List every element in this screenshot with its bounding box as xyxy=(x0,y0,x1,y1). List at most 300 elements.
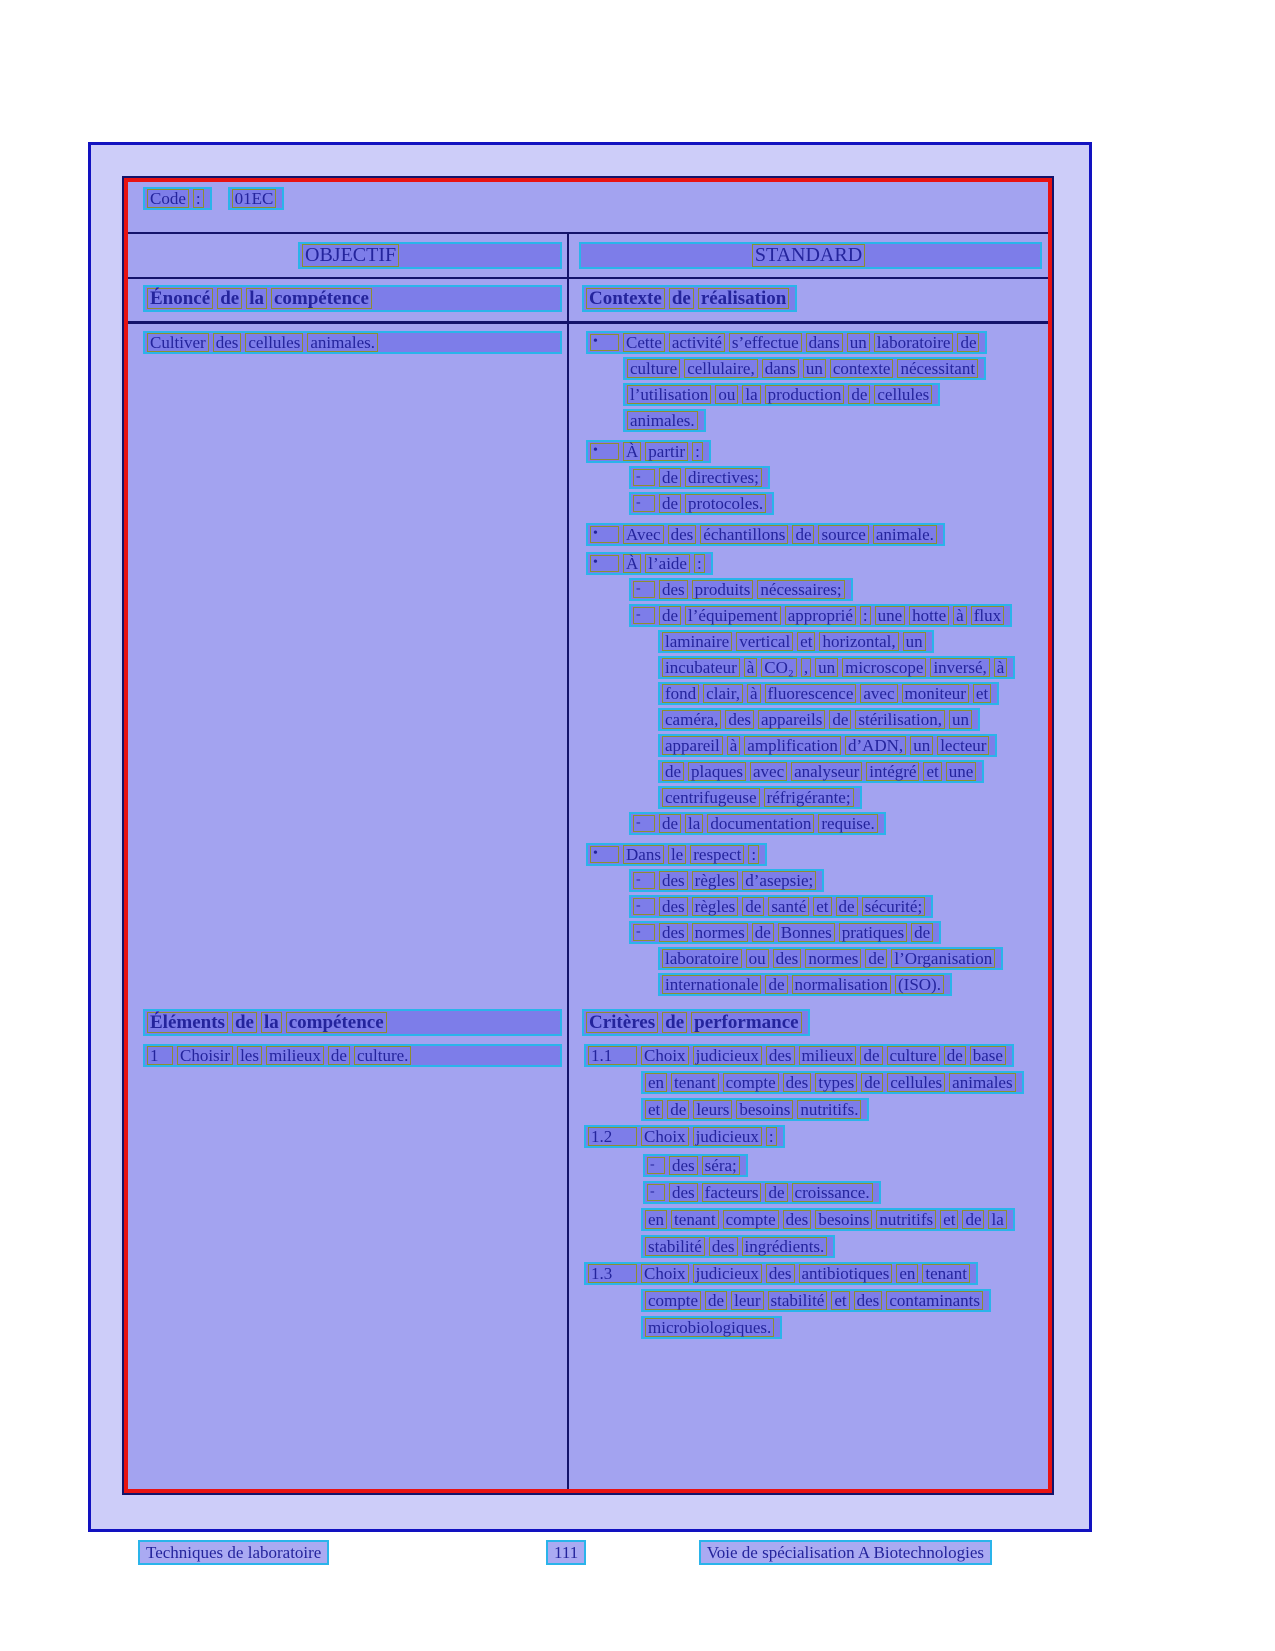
line-text xyxy=(645,1291,987,1311)
word-box: des xyxy=(709,1237,738,1257)
word-box: internationale xyxy=(662,975,761,995)
word-box: intégré xyxy=(866,762,919,782)
elements-criteres-header-row xyxy=(128,1006,1048,1041)
word-box: l’utilisation xyxy=(627,385,711,405)
word-box: laboratoire xyxy=(874,333,954,353)
word-box: contexte xyxy=(830,359,894,379)
word-box: ingrédients. xyxy=(742,1237,828,1257)
text-line xyxy=(658,947,1003,970)
word-box: partir xyxy=(645,442,688,462)
element1-cell xyxy=(128,1041,569,1489)
word-box: tenant xyxy=(922,1264,970,1284)
text-line xyxy=(641,1316,782,1339)
line-text xyxy=(659,468,766,488)
word-box: Choix xyxy=(641,1046,689,1066)
word-box: stabilité xyxy=(768,1291,828,1311)
word-box: d’ADN, xyxy=(845,736,906,756)
word-box: cellules xyxy=(245,333,303,353)
word-box: tenant xyxy=(671,1210,719,1230)
word-box: judicieux xyxy=(693,1264,762,1284)
word-box: de xyxy=(848,385,870,405)
word-box: en xyxy=(896,1264,918,1284)
word-box: base xyxy=(970,1046,1006,1066)
bullet-icon: • xyxy=(590,526,619,543)
word-box: et xyxy=(645,1100,663,1120)
word-box: des xyxy=(659,871,688,891)
text-line xyxy=(586,843,767,866)
word-box: incubateur xyxy=(662,658,740,678)
word-box: activité xyxy=(669,333,725,353)
line-text xyxy=(669,1156,744,1176)
competency-table xyxy=(124,178,1052,1493)
word-box: flux xyxy=(971,606,1004,626)
word-box: production xyxy=(765,385,845,405)
word-box: d’asepsie; xyxy=(742,871,816,891)
word-box: Choix xyxy=(641,1127,689,1147)
word-box: besoins xyxy=(736,1100,793,1120)
word-box: des xyxy=(783,1210,812,1230)
line-text xyxy=(659,580,849,600)
word-box: de xyxy=(328,1046,350,1066)
word-box: Contexte xyxy=(586,288,665,310)
column-header-row xyxy=(128,234,1048,279)
word-box: animale. xyxy=(873,525,937,545)
objectif-header xyxy=(298,242,562,269)
word-box: des xyxy=(725,710,754,730)
word-box: microbiologiques. xyxy=(645,1318,774,1338)
word-box: leurs xyxy=(693,1100,732,1120)
footer-page-number: 111 xyxy=(546,1540,586,1565)
word-box: ou xyxy=(746,949,769,969)
word-box: des xyxy=(783,1073,812,1093)
element1-line xyxy=(143,1044,562,1067)
item-number: 1 xyxy=(147,1046,173,1066)
word-box: Code xyxy=(147,189,189,209)
word-box: en xyxy=(645,1210,667,1230)
text-line xyxy=(584,1044,1014,1067)
line-text xyxy=(662,975,948,995)
word-box: pratiques xyxy=(839,923,907,943)
word-box: nutritifs xyxy=(876,1210,936,1230)
word-box: laboratoire xyxy=(662,949,742,969)
word-box: de xyxy=(217,288,242,310)
word-box: performance xyxy=(691,1012,801,1034)
line-text xyxy=(662,788,858,808)
word-box: un xyxy=(910,736,933,756)
word-box: cellules xyxy=(874,385,932,405)
word-box: à xyxy=(727,736,741,756)
word-box: hotte xyxy=(909,606,949,626)
text-line xyxy=(629,492,774,515)
word-box: la xyxy=(742,385,760,405)
text-line xyxy=(641,1208,1015,1231)
text-line xyxy=(641,1289,991,1312)
word-box: : xyxy=(748,845,759,865)
dash-icon: - xyxy=(633,469,655,486)
criteres-header xyxy=(582,1009,810,1036)
word-box: échantillons xyxy=(700,525,788,545)
word-box: animales. xyxy=(627,411,698,431)
word-box: compte xyxy=(723,1073,779,1093)
word-box: de xyxy=(232,1012,257,1034)
line-text xyxy=(623,845,763,865)
word-box: de xyxy=(667,1100,689,1120)
text-line xyxy=(658,973,952,996)
competence-cell xyxy=(128,324,569,1006)
word-box: culture xyxy=(627,359,680,379)
line-text xyxy=(659,897,929,917)
line-text xyxy=(645,1237,831,1257)
word-box: : xyxy=(193,189,204,209)
word-box: vertical xyxy=(736,632,793,652)
line-text xyxy=(662,632,930,652)
text-line xyxy=(658,708,980,731)
text-line xyxy=(629,895,933,918)
word-box: de xyxy=(962,1210,984,1230)
word-box: : xyxy=(860,606,871,626)
contexte-header-cell xyxy=(569,279,1048,321)
line-text xyxy=(645,1318,778,1338)
word-box: une xyxy=(875,606,906,626)
standard-header xyxy=(579,242,1042,269)
standard-header-cell xyxy=(569,234,1048,277)
text-line xyxy=(641,1235,835,1258)
word-box: milieux xyxy=(799,1046,857,1066)
word-box: normes xyxy=(692,923,748,943)
word-box: inversé, xyxy=(930,658,989,678)
word-box: l’aide xyxy=(645,554,690,574)
word-box: milieux xyxy=(266,1046,324,1066)
word-box: et xyxy=(923,762,941,782)
word-box: séra; xyxy=(702,1156,740,1176)
dash-icon: - xyxy=(633,872,655,889)
word-box: à xyxy=(744,658,758,678)
word-box: des xyxy=(766,1264,795,1284)
word-box: croissance. xyxy=(792,1183,873,1203)
word-box: de xyxy=(659,468,681,488)
word-box: cellulaire, xyxy=(684,359,758,379)
word-box: règles xyxy=(692,897,739,917)
word-box: amplification xyxy=(744,736,841,756)
section-header-row xyxy=(128,279,1048,324)
word-box: horizontal, xyxy=(819,632,898,652)
word-box: normes xyxy=(805,949,861,969)
line-text xyxy=(627,359,982,379)
text-line xyxy=(629,812,886,835)
word-box: types xyxy=(815,1073,857,1093)
line-text xyxy=(177,1046,415,1066)
word-box: fluorescence xyxy=(765,684,857,704)
word-box: : xyxy=(692,442,703,462)
line-text xyxy=(662,710,976,730)
word-box: normalisation xyxy=(792,975,891,995)
word-box: appareils xyxy=(758,710,825,730)
item-number: 1.2 xyxy=(588,1127,637,1147)
word-box: des xyxy=(668,525,697,545)
word-box: judicieux xyxy=(693,1127,762,1147)
word-box: les xyxy=(237,1046,262,1066)
word-box: compétence xyxy=(286,1012,387,1034)
word-box: STANDARD xyxy=(752,244,865,267)
line-text xyxy=(662,949,999,969)
word-box: la xyxy=(685,814,703,834)
word-box: un xyxy=(847,333,870,353)
text-line xyxy=(641,1098,869,1121)
line-text xyxy=(641,1046,1010,1066)
text-line xyxy=(584,1125,785,1148)
context-lines xyxy=(569,324,1048,1006)
word-box: stabilité xyxy=(645,1237,705,1257)
word-box: de xyxy=(861,1073,883,1093)
word-box: animales. xyxy=(307,333,378,353)
word-box: documentation xyxy=(707,814,814,834)
dash-icon: - xyxy=(647,1184,665,1201)
word-box: la xyxy=(988,1210,1006,1230)
word-box: besoins xyxy=(815,1210,872,1230)
word-box: une xyxy=(946,762,977,782)
word-box: la xyxy=(246,288,267,310)
word-box: culture. xyxy=(354,1046,411,1066)
text-line xyxy=(658,682,999,705)
criteres-header-cell xyxy=(569,1006,1048,1041)
word-box: de xyxy=(836,897,858,917)
line-text xyxy=(623,333,983,353)
word-box: source xyxy=(818,525,868,545)
dash-icon: - xyxy=(633,607,655,624)
line-text xyxy=(662,684,995,704)
word-box: approprié xyxy=(785,606,856,626)
word-box: centrifugeuse xyxy=(662,788,760,808)
word-box: Avec xyxy=(623,525,664,545)
word-box: et xyxy=(973,684,991,704)
word-box: de xyxy=(911,923,933,943)
footer-document-title: Techniques de laboratoire xyxy=(138,1540,329,1565)
word-box: , xyxy=(801,658,811,678)
word-box: de xyxy=(662,1012,687,1034)
line-text xyxy=(659,923,937,943)
line-text xyxy=(659,871,820,891)
word-box: des xyxy=(659,897,688,917)
element1-row xyxy=(128,1041,1048,1489)
footer-section-title: Voie de spécialisation A Biotechnologies xyxy=(699,1540,992,1565)
word-box: des xyxy=(659,923,688,943)
word-box: appareil xyxy=(662,736,723,756)
word-box: des xyxy=(773,949,802,969)
line-text xyxy=(662,736,993,756)
competence-statement xyxy=(143,331,562,354)
word-box: s’effectue xyxy=(729,333,802,353)
word-box: respect xyxy=(690,845,744,865)
word-box: sécurité; xyxy=(862,897,926,917)
word-box: : xyxy=(766,1127,777,1147)
word-box: clair, xyxy=(703,684,743,704)
word-box: Choix xyxy=(641,1264,689,1284)
word-box: animales xyxy=(949,1073,1015,1093)
word-box: microscope xyxy=(842,658,926,678)
text-line xyxy=(629,466,770,489)
word-box: Choisir xyxy=(177,1046,233,1066)
line-text xyxy=(623,554,709,574)
text-line xyxy=(629,869,824,892)
dash-icon: - xyxy=(633,815,655,832)
line-text xyxy=(627,411,702,431)
word-box: dans xyxy=(762,359,799,379)
word-box: 01EC xyxy=(232,189,277,209)
word-box: compte xyxy=(723,1210,779,1230)
word-box: en xyxy=(645,1073,667,1093)
word-box: de xyxy=(659,494,681,514)
word-box: stérilisation, xyxy=(855,710,945,730)
line-text xyxy=(627,385,936,405)
dash-icon: - xyxy=(633,898,655,915)
word-box: contaminants xyxy=(886,1291,983,1311)
text-line xyxy=(586,440,711,463)
text-line xyxy=(641,1071,1024,1094)
word-box: Bonnes xyxy=(778,923,835,943)
line-text xyxy=(641,1264,974,1284)
word-box: un xyxy=(803,359,826,379)
word-box: analyseur xyxy=(791,762,862,782)
word-box: à xyxy=(747,684,761,704)
word-box: À xyxy=(623,442,641,462)
page-frame xyxy=(88,142,1092,1532)
word-box: des xyxy=(213,333,242,353)
word-box: des xyxy=(854,1291,883,1311)
code-value xyxy=(228,187,285,210)
dash-icon: - xyxy=(633,495,655,512)
word-box: de xyxy=(742,897,764,917)
word-box: un xyxy=(903,632,926,652)
text-line xyxy=(629,921,941,944)
word-box: plaques xyxy=(688,762,746,782)
word-box: lecteur xyxy=(937,736,989,756)
word-box: de xyxy=(944,1046,966,1066)
line-text xyxy=(662,762,980,782)
word-box: de xyxy=(752,923,774,943)
text-line xyxy=(623,357,986,380)
line-text xyxy=(623,525,941,545)
text-line xyxy=(586,552,713,575)
line-text xyxy=(659,494,770,514)
text-line xyxy=(658,760,984,783)
line-text xyxy=(645,1073,1020,1093)
dash-icon: - xyxy=(633,581,655,598)
word-box: des xyxy=(669,1183,698,1203)
text-line xyxy=(623,409,706,432)
word-box: Cette xyxy=(623,333,665,353)
word-box: (ISO). xyxy=(895,975,944,995)
word-box: et xyxy=(813,897,831,917)
text-line xyxy=(658,656,1015,679)
word-box: de xyxy=(669,288,694,310)
word-box: leur xyxy=(731,1291,763,1311)
line-text xyxy=(645,1100,865,1120)
word-box: judicieux xyxy=(693,1046,762,1066)
word-box: moniteur xyxy=(902,684,969,704)
text-line xyxy=(658,786,862,809)
word-box: OBJECTIF xyxy=(302,244,399,267)
word-box: culture xyxy=(887,1046,940,1066)
word-box: réfrigérante; xyxy=(764,788,854,808)
bullet-icon: • xyxy=(590,443,619,460)
word-box: des xyxy=(766,1046,795,1066)
word-box: de xyxy=(792,525,814,545)
word-box: et xyxy=(940,1210,958,1230)
word-box: un xyxy=(815,658,838,678)
word-box: de xyxy=(659,814,681,834)
text-line xyxy=(584,1262,978,1285)
word-box: Cultiver xyxy=(147,333,209,353)
elements-header-cell xyxy=(128,1006,569,1041)
word-box: l’équipement xyxy=(685,606,781,626)
word-box: produits xyxy=(692,580,754,600)
word-box: cellules xyxy=(887,1073,945,1093)
line-text xyxy=(669,1183,877,1203)
word-box: directives; xyxy=(685,468,762,488)
word-box: et xyxy=(831,1291,849,1311)
word-box: de xyxy=(860,1046,882,1066)
word-box: facteurs xyxy=(702,1183,762,1203)
line-text xyxy=(645,1210,1011,1230)
word-box: à xyxy=(994,658,1008,678)
word-box: à xyxy=(953,606,967,626)
word-box: : xyxy=(694,554,705,574)
word-box: nécessitant xyxy=(897,359,978,379)
word-box: antibiotiques xyxy=(799,1264,893,1284)
line-text xyxy=(662,658,1011,678)
code-row xyxy=(128,182,1048,234)
word-box: de xyxy=(662,762,684,782)
text-line xyxy=(658,734,997,757)
line-text xyxy=(659,606,1008,626)
word-box: nécessaires; xyxy=(757,580,844,600)
word-box: caméra, xyxy=(662,710,721,730)
word-box: Critères xyxy=(586,1012,658,1034)
word-box: santé xyxy=(768,897,809,917)
word-box: compétence xyxy=(271,288,372,310)
bullet-icon: • xyxy=(590,555,619,572)
competence-context-row xyxy=(128,324,1048,1006)
word-box: compte xyxy=(645,1291,701,1311)
word-box: la xyxy=(261,1012,282,1034)
word-box: protocoles. xyxy=(685,494,766,514)
code-label xyxy=(143,187,212,210)
word-box: de xyxy=(705,1291,727,1311)
text-line xyxy=(629,604,1012,627)
item-number: 1.1 xyxy=(588,1046,637,1066)
text-line xyxy=(658,630,934,653)
word-box: Énoncé xyxy=(147,288,213,310)
word-box: de xyxy=(765,1183,787,1203)
word-box: À xyxy=(623,554,641,574)
dash-icon: - xyxy=(647,1157,665,1174)
word-box: dans xyxy=(806,333,843,353)
text-line xyxy=(586,523,945,546)
elements-header xyxy=(143,1009,562,1036)
word-box: requise. xyxy=(818,814,877,834)
word-box: avec xyxy=(860,684,897,704)
word-box: CO₂ xyxy=(761,658,797,678)
text-line xyxy=(586,331,987,354)
word-box: tenant xyxy=(671,1073,719,1093)
text-line xyxy=(643,1154,748,1177)
word-box: de xyxy=(765,975,787,995)
word-box: un xyxy=(949,710,972,730)
word-box: réalisation xyxy=(698,288,790,310)
word-box: le xyxy=(668,845,686,865)
enonce-header xyxy=(143,285,562,312)
word-box: et xyxy=(797,632,815,652)
